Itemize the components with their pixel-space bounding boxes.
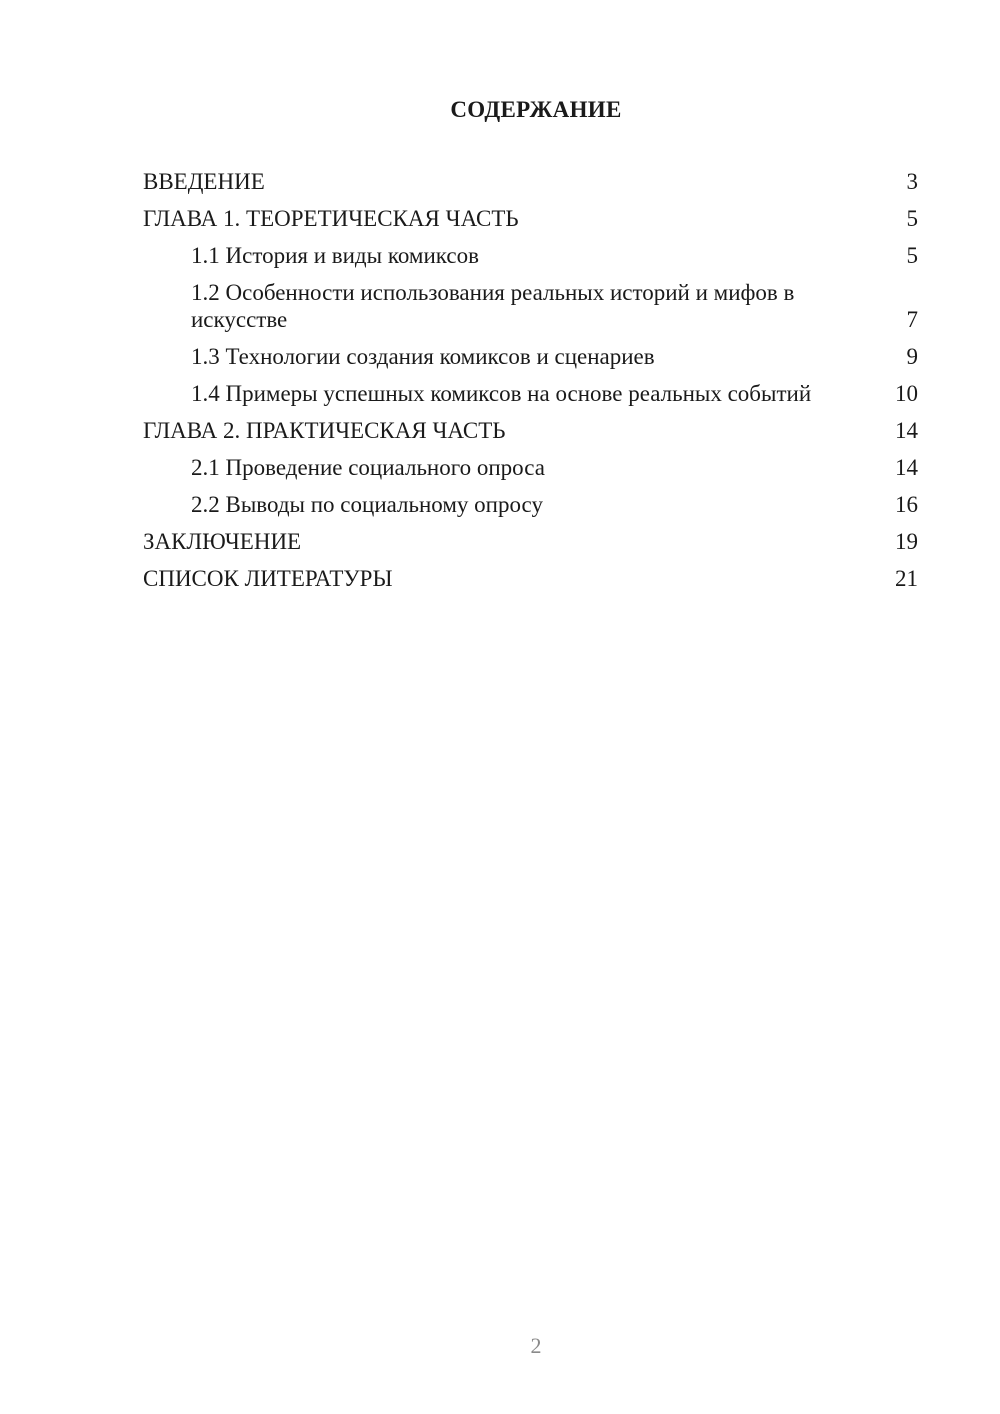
toc-item-1-1[interactable] (143, 242, 918, 269)
toc-item-label: ЗАКЛЮЧЕНИЕ (143, 529, 302, 554)
toc-item-label: ВВЕДЕНИЕ (143, 169, 265, 194)
toc-item-1-3[interactable] (143, 343, 918, 370)
toc-item-page: 14 (895, 418, 918, 443)
toc-item-page: 10 (895, 381, 918, 406)
toc-item-page: 19 (895, 529, 918, 554)
toc-item-label: 1.1 История и виды комиксов (191, 243, 479, 268)
toc-item-label: 2.1 Проведение социального опроса (191, 455, 545, 480)
toc-item-page: 9 (906, 344, 918, 369)
toc-item-label: 1.3 Технологии создания комиксов и сценариев (191, 344, 655, 369)
toc-item-chapter-2[interactable] (143, 417, 918, 444)
toc-item-page: 7 (906, 307, 918, 332)
toc-item-page: 14 (895, 455, 918, 480)
toc-item-page: 3 (906, 169, 918, 194)
toc-item-1-4[interactable] (143, 380, 918, 407)
toc-item-2-1[interactable] (143, 454, 918, 481)
toc-item-1-2[interactable] (143, 279, 918, 333)
toc-item-label: 1.4 Примеры успешных комиксов на основе реальных событий (191, 381, 812, 406)
toc-item-chapter-1[interactable] (143, 205, 918, 232)
toc-item-label: СПИСОК ЛИТЕРАТУРЫ (143, 566, 393, 591)
page-title: СОДЕРЖАНИЕ (450, 97, 622, 122)
toc-item-page: 21 (895, 566, 918, 591)
toc-item-page: 5 (906, 243, 918, 268)
table-of-contents (143, 168, 918, 602)
toc-item-label: 1.2 Особенности использования реальных историй и мифов в искусстве (191, 280, 795, 332)
toc-item-label: ГЛАВА 2. ПРАКТИЧЕСКАЯ ЧАСТЬ (143, 418, 506, 443)
toc-item-conclusion[interactable] (143, 528, 918, 555)
toc-item-page: 16 (895, 492, 918, 517)
toc-item-introduction[interactable] (143, 168, 918, 195)
toc-item-references[interactable] (143, 565, 918, 592)
toc-item-label: 2.2 Выводы по социальному опросу (191, 492, 543, 517)
toc-item-2-2[interactable] (143, 491, 918, 518)
toc-item-label: ГЛАВА 1. ТЕОРЕТИЧЕСКАЯ ЧАСТЬ (143, 206, 519, 231)
toc-item-page: 5 (906, 206, 918, 231)
page-number: 2 (530, 1333, 542, 1358)
